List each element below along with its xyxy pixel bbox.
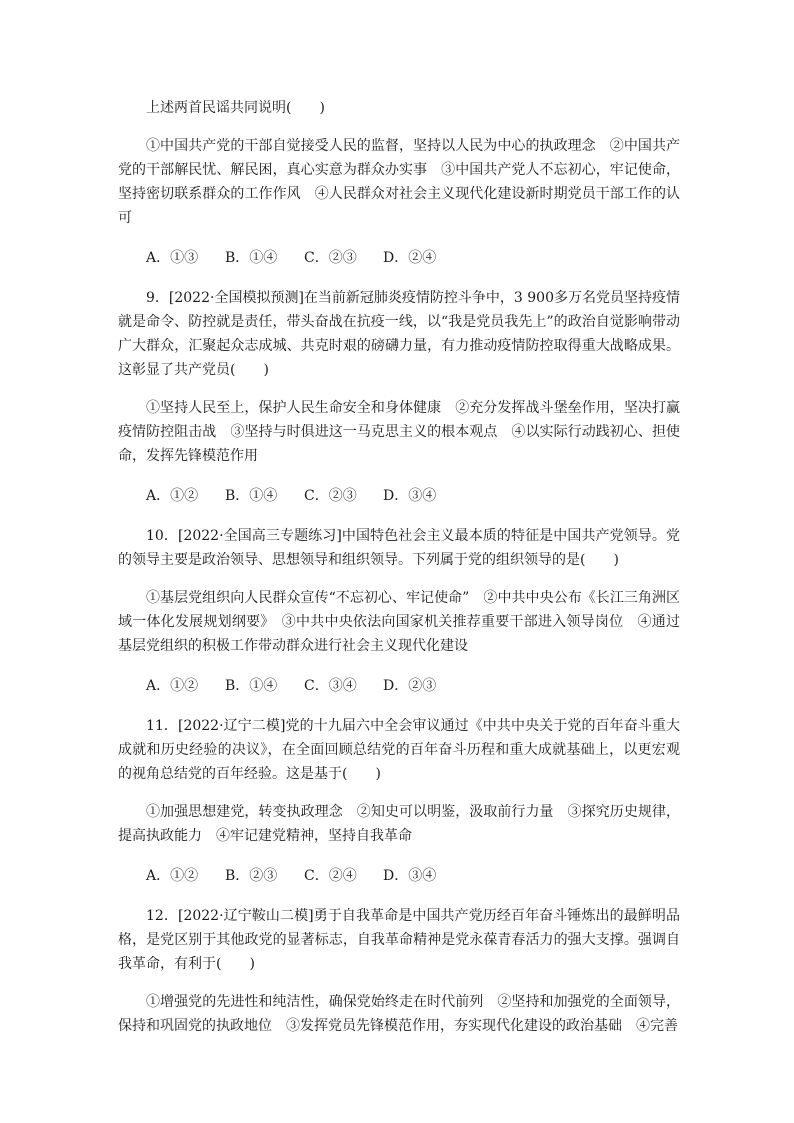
question-10-options: ①基层党组织向人民群众宣传“不忘初心、牢记使命” ②中共中央公布《长江三角洲区域一体化发展规划纲要》 ③中共中央依法向国家机关推荐重要干部进入领导岗位 ④通过基层党组织的积极工作带动群众进行社会主义现代化建设	[118, 590, 680, 654]
question-10-answers	[118, 674, 680, 698]
answer-a: A．①②	[146, 868, 199, 884]
question-11	[118, 714, 680, 888]
question-9-answers	[118, 484, 680, 508]
answer-c: C．③④	[304, 678, 357, 694]
question-9-stem: 9．[2022·全国模拟预测]在当前新冠肺炎疫情防控斗争中，3 900多万名党员坚持疫情就是命令、防控就是责任，带头奋战在抗疫一线，以“我是党员我先上”的政治自觉影响带动广大群众，汇聚起众志成城、共克时艰的磅礴力量，有力推动疫情防控取得重大战略成果。这彰显了共产党员( )	[118, 290, 680, 378]
question-12-stem: 12．[2022·辽宁鞍山二模]勇于自我革命是中国共产党历经百年奋斗锤炼出的最鲜明品格，是党区别于其他政党的显著标志，自我革命精神是党永葆青春活力的强大支撑。强调自我革命，有利于( )	[118, 908, 680, 972]
answer-a: A．①②	[146, 488, 199, 504]
answer-a: A．①③	[146, 250, 199, 266]
answer-c: C．②④	[304, 868, 357, 884]
answer-a: A．①②	[146, 678, 199, 694]
question-10	[118, 524, 680, 698]
answer-b: B．①④	[225, 250, 278, 266]
answer-b: B．②③	[225, 868, 278, 884]
question-8-stem: 上述两首民谣共同说明( )	[146, 100, 325, 116]
answer-b: B．①④	[225, 678, 278, 694]
question-9-options: ①坚持人民至上，保护人民生命安全和身体健康 ②充分发挥战斗堡垒作用，坚决打赢疫情防控阻击战 ③坚持与时俱进这一马克思主义的根本观点 ④以实际行动践初心、担使命，发挥先锋模范作用	[118, 400, 680, 464]
answer-b: B．①④	[225, 488, 278, 504]
answer-d: D．③④	[383, 488, 437, 504]
question-11-stem: 11．[2022·辽宁二模]党的十九届六中全会审议通过《中共中央关于党的百年奋斗重大成就和历史经验的决议》，在全面回顾总结党的百年奋斗历程和重大成就基础上，以更宏观的视角总结党的百年经验。这是基于( )	[118, 718, 680, 782]
question-9	[118, 286, 680, 508]
answer-d: D．③④	[383, 868, 437, 884]
question-11-options: ①加强思想建党，转变执政理念 ②知史可以明鉴，汲取前行力量 ③探究历史规律，提高执政能力 ④牢记建党精神，坚持自我革命	[118, 804, 680, 844]
answer-d: D．②④	[383, 250, 437, 266]
question-10-stem: 10．[2022·全国高三专题练习]中国特色社会主义最本质的特征是中国共产党领导。党的领导主要是政治领导、思想领导和组织领导。下列属于党的组织领导的是( )	[118, 528, 680, 568]
answer-c: C．②③	[304, 488, 357, 504]
answer-d: D．②③	[383, 678, 437, 694]
question-11-answers	[118, 864, 680, 888]
answer-c: C．②③	[304, 250, 357, 266]
question-8-answers	[118, 246, 680, 270]
question-12-options: ①增强党的先进性和纯洁性，确保党始终走在时代前列 ②坚持和加强党的全面领导，保持和巩固党的执政地位 ③发挥党员先锋模范作用，夯实现代化建设的政治基础 ④完善	[118, 994, 680, 1034]
question-8	[118, 96, 680, 270]
question-8-options: ①中国共产党的干部自觉接受人民的监督，坚持以人民为中心的执政理念 ②中国共产党的干部解民忧、解民困，真心实意为群众办实事 ③中国共产党人不忘初心，牢记使命，坚持密切联系群众的工作作风 ④人民群众对社会主义现代化建设新时期党员干部工作的认可	[118, 138, 680, 226]
question-12	[118, 904, 680, 1038]
document-page	[118, 96, 680, 1038]
